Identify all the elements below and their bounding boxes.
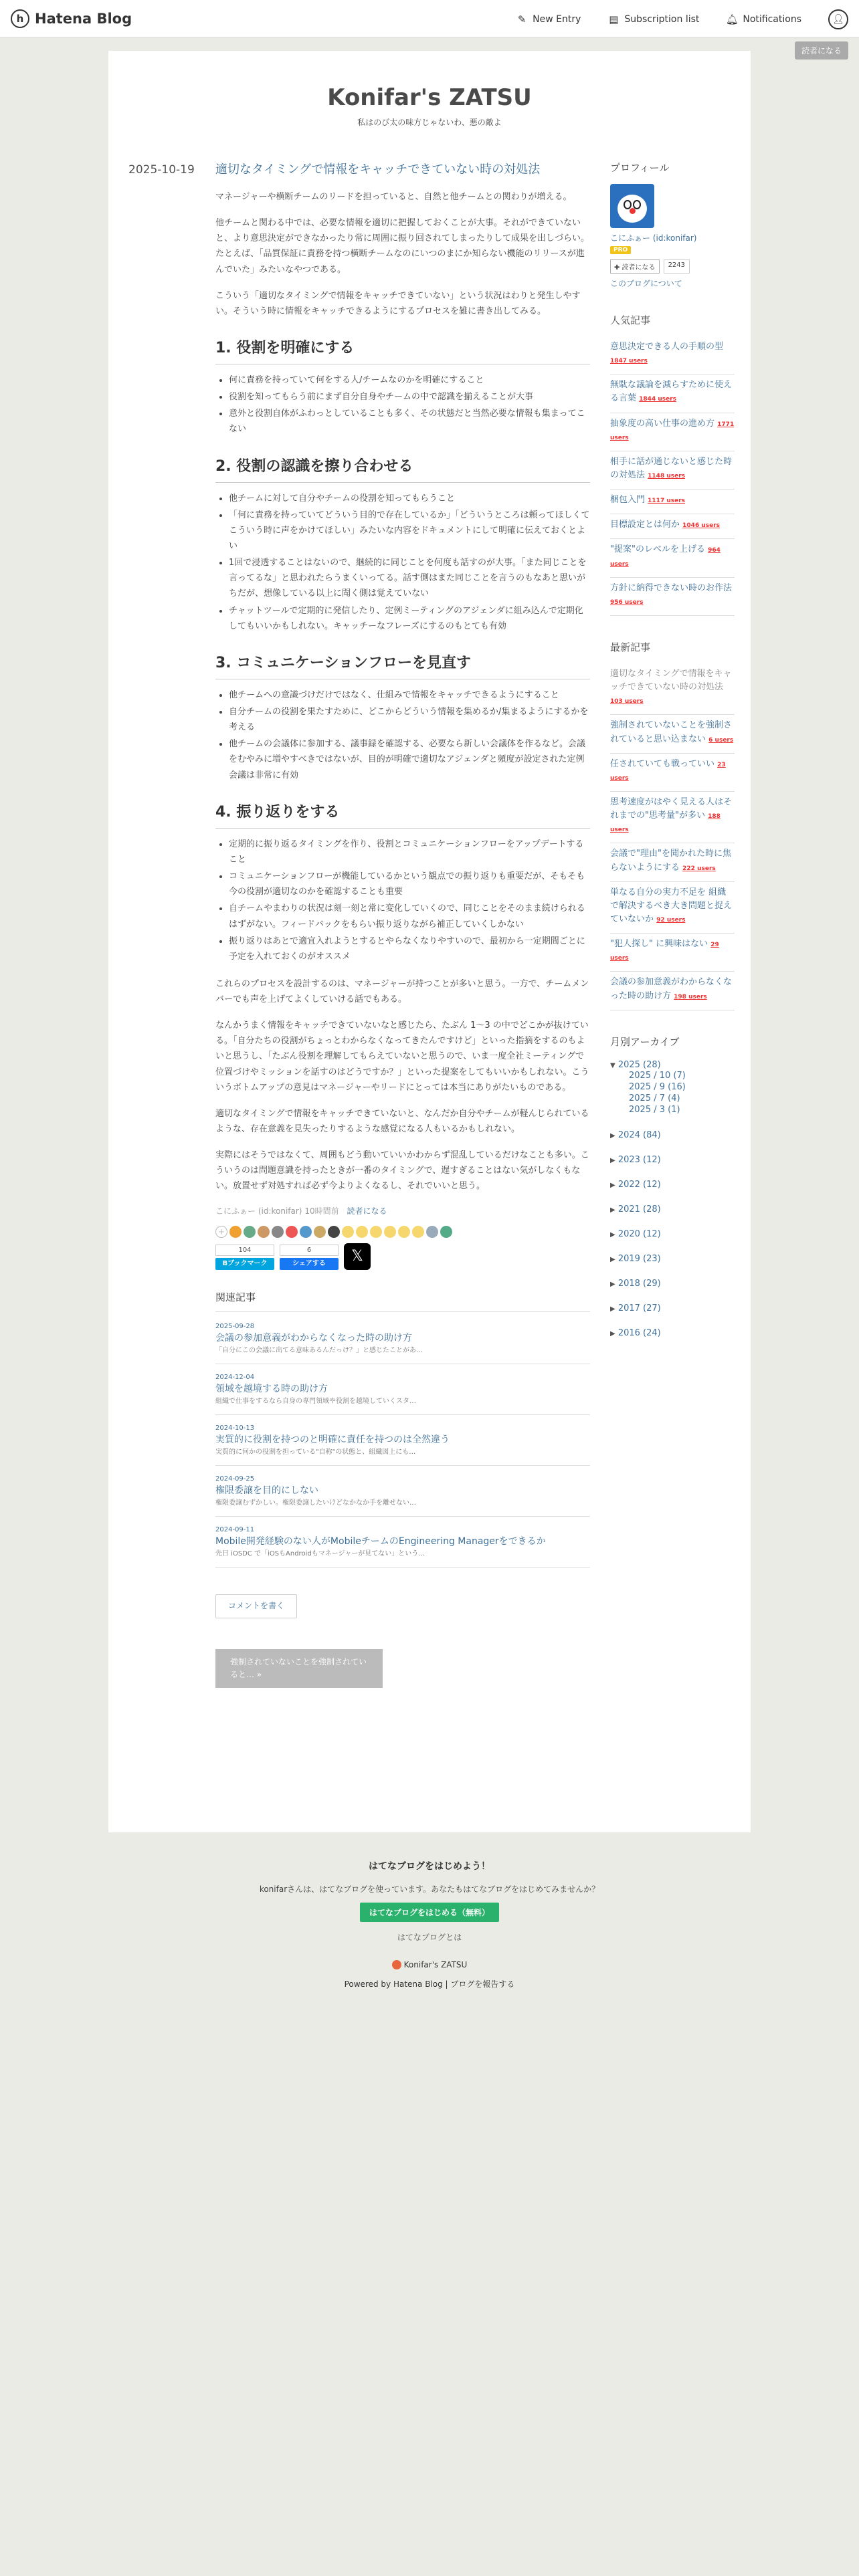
archive-month[interactable]: 2025 / 7 (4): [629, 1093, 680, 1103]
recent-heading: 最新記事: [610, 641, 651, 653]
star-user-icon[interactable]: [398, 1226, 410, 1238]
triangle-right-icon: ▶: [610, 1305, 615, 1313]
star-user-icon[interactable]: [272, 1226, 284, 1238]
popular-title: 梱包入門: [610, 495, 646, 506]
popular-item[interactable]: [610, 578, 735, 616]
archive-year[interactable]: [610, 1252, 735, 1266]
recent-item[interactable]: [610, 882, 735, 934]
archive-month[interactable]: 2025 / 9 (16): [629, 1081, 686, 1092]
notifications-link[interactable]: [726, 13, 801, 25]
author-link[interactable]: こにふぁー (id:konifar): [215, 1206, 302, 1216]
x-share-icon[interactable]: 𝕏: [344, 1243, 371, 1270]
section-heading: 4. 振り返りをする: [215, 799, 590, 829]
related-date: 2024-12-04: [215, 1374, 255, 1382]
paragraph: これらのプロセスを設計するのは、マネージャーが持つことが多いと思う。一方で、チームメンバーでも声を上げてよくしていける話でもある。: [215, 978, 589, 1004]
footer-blog-name: Konifar's ZATSU: [403, 1960, 468, 1969]
footer-blog-link[interactable]: [392, 1960, 468, 1969]
list-item: • 自分チームの役割を果たすために、どこからどういう情報を集めるか/集まるようにするかを考える: [229, 704, 590, 735]
archive-months: [610, 1070, 735, 1115]
users-badge[interactable]: 1844 users: [639, 396, 677, 403]
star-user-icon[interactable]: [412, 1226, 424, 1238]
archive-year[interactable]: [610, 1153, 735, 1167]
recent-title: 会議で"理由"を聞かれた時に焦らないようにする: [610, 849, 731, 873]
list-item: • 定期的に振り返るタイミングを作り、役割とコミュニケーションフローをアップデートすること: [229, 837, 590, 867]
recent-title: "犯人探し" に興味はない: [610, 939, 708, 950]
footer-message: konifarさんは、はてなブログを使っています。あなたもはてなブログをはじめてみませんか？: [259, 1885, 600, 1894]
user-icon[interactable]: 👤︎: [828, 9, 848, 29]
archive-year-label: 2020 (12): [617, 1228, 661, 1239]
related-item: [215, 1372, 590, 1415]
popular-item[interactable]: [610, 539, 735, 577]
related-title-link[interactable]: 権限委譲を目的にしない: [215, 1485, 318, 1497]
archive-year-label: 2021 (28): [617, 1204, 661, 1214]
recent-item[interactable]: [610, 934, 735, 972]
popular-title: 相手に話が通じないと感じた時の対処法: [610, 456, 733, 480]
related-snippet: 組織で仕事をするなら自身の専門領域や役割を越境していくスタ…: [215, 1398, 416, 1406]
users-badge[interactable]: 1046 users: [682, 522, 721, 530]
section-list: [229, 491, 590, 634]
recent-title: 適切なタイミングで情報をキャッチできていない時の対処法: [610, 668, 732, 693]
section-list: [229, 372, 590, 437]
section-heading: 2. 役割の認識を擦り合わせる: [215, 453, 590, 483]
list-item: • 自チームやまわりの状況は刻一刻と常に変化していくので、同じことをそのまま続けられるはずがない。フィードバックをもらい振り返りながら補正していくしかない: [229, 901, 590, 932]
paragraph: マネージャーや横断チームのリードを担っていると、自然と他チームとの関わりが増える。: [215, 192, 572, 202]
archive-month[interactable]: 2025 / 3 (1): [629, 1104, 680, 1115]
popular-title: 意思決定できる人の手順の型: [610, 342, 724, 352]
start-blog-button[interactable]: はてなブログをはじめる（無料）: [360, 1903, 499, 1922]
triangle-right-icon: ▶: [610, 1132, 615, 1140]
users-badge[interactable]: 198 users: [674, 993, 707, 1000]
users-badge[interactable]: 964 users: [610, 547, 721, 568]
paragraph: なんかうまく情報をキャッチできていないなと感じたら、たぶん 1〜3 の中でどこかが抜けている。「自分たちの役割がちょっとわからなくなってきたんですけど」といった指摘をするのもよいと思うし、「たぶん役割を理解してもらえていないと思うので、いま一度全社ミーティングで位置づけやミッションを話すのはどうですか？」といった提案をしてもいいかもしれない。こういうボトムアップの意見はマネージャーやリードにとっては本当にありがたいものである。: [215, 1021, 589, 1093]
entry-footer: [215, 1204, 590, 1218]
users-badge[interactable]: 29 users: [610, 942, 719, 962]
users-badge[interactable]: 1771 users: [610, 421, 735, 441]
hatena-blog-logo[interactable]: [11, 9, 132, 28]
triangle-right-icon: ▶: [610, 1230, 615, 1239]
triangle-right-icon: ▶: [610, 1255, 615, 1263]
list-item: • 何に責務を持っていて何をする人/チームなのかを明確にすること: [229, 372, 590, 388]
paragraph: 他チームと関わる中では、必要な情報を適切に把握しておくことが大事。それができていないと、より意思決定ができなかったり常に周囲に振り回されてしまったりして成果を出しづらい。たとえば、「品質保証に責務を持つ横断チームなのにいつのまにか知らない機能のリリースが進んでいた」みたいなやつである。: [215, 218, 590, 275]
avatar[interactable]: [610, 184, 654, 228]
facebook-share-button[interactable]: シェアする: [280, 1258, 339, 1270]
popular-title: "提案"のレベルを上げる: [610, 544, 705, 555]
blog-title[interactable]: Konifar's ZATSU: [327, 84, 532, 111]
popular-item[interactable]: [610, 413, 735, 451]
archive-year[interactable]: [610, 1202, 735, 1216]
related-item: [215, 1474, 590, 1517]
new-entry-link[interactable]: [516, 13, 581, 25]
list-item: • コミュニケーションフローが機能しているかという観点での振り返りも重要だが、そもそも今の役割が適切なのかを確認することも重要: [229, 869, 590, 899]
section-heading: 3. コミュニケーションフローを見直す: [215, 650, 590, 679]
users-badge[interactable]: 1148 users: [648, 472, 686, 479]
archive-year-label: 2024 (84): [617, 1130, 661, 1140]
list-item: • 他チームに対して自分やチームの役割を知ってもらうこと: [229, 491, 590, 506]
pro-badge: PRO: [610, 246, 631, 254]
archive-year[interactable]: [610, 1326, 735, 1340]
paragraph: 実際にはそうではなくて、周囲もどう動いていいかわからず混乱しているだけなことも多い。こういうのは問題意識を持ったときが一番のタイミングで、遅すぎることはない気がしなくもない。放置せず対処すれば必ず今よりよくなるし、それでいいと思う。: [215, 1150, 589, 1192]
subscription-icon: ▤: [609, 13, 619, 25]
profile-name[interactable]: こにふぁー (id:konifar): [610, 233, 697, 243]
related-item: [215, 1321, 590, 1364]
archive-year-label: 2019 (23): [617, 1253, 661, 1264]
facebook-share[interactable]: [280, 1245, 339, 1270]
add-star-icon[interactable]: +: [215, 1226, 227, 1238]
list-item: • 意外と役割自体がふわっとしていることも多く、その状態だと当然必要な情報も集まってこない: [229, 406, 590, 437]
blog-description: 私はのび太の味方じゃないわ、悪の敵よ: [357, 118, 502, 127]
archive-year[interactable]: [610, 1277, 735, 1291]
star-user-icon[interactable]: [286, 1226, 298, 1238]
users-badge[interactable]: 1847 users: [610, 358, 648, 365]
triangle-right-icon: ▶: [610, 1329, 615, 1337]
recent-item[interactable]: [610, 663, 735, 715]
hatena-bookmark-button[interactable]: Bブックマーク: [215, 1258, 274, 1270]
archive-year[interactable]: [610, 1301, 735, 1315]
triangle-right-icon: ▶: [610, 1181, 615, 1189]
users-badge[interactable]: 103 users: [610, 698, 644, 706]
triangle-down-icon: ▼: [610, 1061, 615, 1069]
star-user-icon[interactable]: [328, 1226, 340, 1238]
recent-title: 任されていても戦っていい: [610, 758, 715, 769]
star-user-icon[interactable]: [440, 1226, 452, 1238]
archive-year-label: 2017 (27): [617, 1303, 661, 1313]
popular-item[interactable]: [610, 374, 735, 413]
list-item: • 振り返りはあとで適宜入れようとするとやらなくなりやすいので、最初から一定期間ごとに予定を入れておくのがオススメ: [229, 934, 590, 964]
popular-item[interactable]: [610, 490, 735, 514]
related-list: [215, 1321, 590, 1568]
star-user-icon[interactable]: [244, 1226, 256, 1238]
related-title-link[interactable]: 実質的に役割を持つのと明確に責任を持つのは全然違う: [215, 1434, 450, 1446]
entry-title[interactable]: 適切なタイミングで情報をキャッチできていない時の対処法: [215, 163, 541, 177]
about-hatena-blog-link[interactable]: はてなブログとは: [397, 1933, 462, 1942]
global-header: [0, 0, 859, 37]
facebook-share-count: 6: [280, 1245, 339, 1256]
related-date: 2024-10-13: [215, 1424, 255, 1432]
list-item: • 役割を知ってもらう前にまず自分自身やチームの中で認識を揃えることが大事: [229, 389, 590, 405]
write-comment-button[interactable]: コメントを書く: [215, 1594, 297, 1618]
star-user-icon[interactable]: [314, 1226, 326, 1238]
archive-month[interactable]: 2025 / 10 (7): [629, 1070, 686, 1081]
list-item: • 1回で浸透することはないので、継続的に同じことを何度も話すのが大事。「また同じことを言ってるな」と思われたらうまくいってる。話す側はまた同じことを言うのもなあと思いがちだが、想像している以上に聞く側は覚えていない: [229, 555, 590, 601]
related-snippet: 権限委譲むずかしい。権限委譲したいけどなかなか手を離せない…: [215, 1499, 416, 1507]
recent-title: 強制されていないことを強制されていると思い込まない: [610, 720, 733, 744]
triangle-right-icon: ▶: [610, 1280, 615, 1288]
popular-title: 目標設定とは何か: [610, 520, 680, 530]
page-footer: [0, 1859, 859, 1990]
paragraph: 適切なタイミングで情報をキャッチできていないと、なんだか自分やチームが軽んじられているような、存在意義を見失ったりするような感覚になる人もいるかもしれない。: [215, 1108, 589, 1134]
new-entry-label: New Entry: [533, 14, 581, 25]
popular-heading: 人気記事: [610, 314, 651, 326]
powered-by[interactable]: Powered by Hatena Blog | ブログを報告する: [344, 1979, 515, 1989]
archive-year[interactable]: [610, 1128, 735, 1142]
next-entry-pager[interactable]: 強制されていないことを強制されていると… »: [215, 1649, 383, 1688]
brand-name: Hatena Blog: [35, 11, 132, 27]
recent-list: [610, 663, 735, 1010]
related-title-link[interactable]: 会議の参加意義がわからなくなった時の助け方: [215, 1333, 412, 1344]
blog-favicon-icon: [392, 1960, 401, 1969]
entry-date[interactable]: 2025-10-19: [128, 163, 195, 177]
star-user-icon[interactable]: [300, 1226, 312, 1238]
list-item: • 「何に責務を持っていてどういう目的で存在しているか」「どういうところは頼ってほしくてこういう時に声をかけてほしい」みたいな内容をドキュメントにして明確に伝えておくとよい: [229, 508, 590, 554]
related-title-link[interactable]: 領域を越境する時の助け方: [215, 1384, 328, 1395]
recent-title: 会議の参加意義がわからなくなった時の助け方: [610, 977, 733, 1001]
related-item: [215, 1525, 590, 1568]
recent-item[interactable]: [610, 792, 735, 843]
recent-item[interactable]: [610, 843, 735, 881]
recent-item[interactable]: [610, 715, 735, 753]
star-user-icon[interactable]: [356, 1226, 368, 1238]
archive-year-open[interactable]: [610, 1058, 735, 1117]
star-user-icon[interactable]: [342, 1226, 354, 1238]
entry-time[interactable]: 10時間前: [304, 1206, 339, 1216]
star-user-icon[interactable]: [258, 1226, 270, 1238]
popular-item[interactable]: [610, 336, 735, 374]
new-entry-icon: ✎: [517, 13, 527, 25]
users-badge[interactable]: 222 users: [682, 865, 716, 872]
star-user-icon[interactable]: [426, 1226, 438, 1238]
star-user-icon[interactable]: [229, 1226, 242, 1238]
paragraph: こういう「適切なタイミングで情報をキャッチできていない」という状況はわりと発生しやすい。そういう時に情報をキャッチできるようにするプロセスを雑に書き出してみる。: [215, 290, 581, 316]
archive-year-label: 2018 (29): [617, 1278, 661, 1289]
users-badge[interactable]: 23 users: [610, 761, 726, 782]
hatena-logo-icon: h: [11, 9, 29, 28]
archive-year-label: 2025 (28): [617, 1059, 661, 1070]
hatena-bookmark-share[interactable]: [215, 1245, 274, 1270]
popular-title: 無駄な議論を減らすために使える言葉: [610, 380, 733, 404]
profile-heading: プロフィール: [610, 162, 670, 174]
archive-year[interactable]: [610, 1178, 735, 1192]
archive-list: [610, 1058, 735, 1340]
users-badge[interactable]: 956 users: [610, 599, 644, 606]
popular-item[interactable]: [610, 514, 735, 539]
recent-item[interactable]: [610, 972, 735, 1010]
blog-main: [108, 51, 751, 1832]
subscribe-link[interactable]: 読者になる: [347, 1206, 387, 1216]
list-item: • チャットツールで定期的に発信したり、定例ミーティングのアジェンダに組み込んで定期化してもいいかもしれない。キャッチーなフレーズにするのもとても有効: [229, 603, 590, 634]
global-nav: [516, 9, 848, 29]
notifications-label: Notifications: [743, 14, 801, 25]
about-blog-link[interactable]: このブログについて: [610, 279, 682, 288]
related-date: 2025-09-28: [215, 1323, 255, 1331]
related-date: 2024-09-25: [215, 1475, 255, 1483]
related-snippet: 先日 iOSDC で「iOSもAndroidもマネージャーが見てない」という…: [215, 1550, 425, 1558]
users-badge[interactable]: 6 users: [708, 736, 734, 744]
subscription-label: Subscription list: [624, 14, 700, 25]
hatena-star-row: [215, 1226, 590, 1238]
related-heading: 関連記事: [215, 1289, 590, 1313]
related-snippet: 「自分にこの会議に出てる意味あるんだっけ？」と感じたことがあ…: [215, 1347, 423, 1355]
triangle-right-icon: ▶: [610, 1206, 615, 1214]
related-item: [215, 1423, 590, 1466]
recent-item[interactable]: [610, 754, 735, 792]
users-badge[interactable]: 1117 users: [648, 498, 686, 505]
archive-year-label: 2016 (24): [617, 1327, 661, 1338]
archive-year-label: 2022 (12): [617, 1179, 661, 1190]
archive-year-label: 2023 (12): [617, 1154, 661, 1165]
entry-content: [215, 160, 590, 1688]
bell-icon: 🔔︎: [725, 13, 739, 25]
star-user-icon[interactable]: [370, 1226, 382, 1238]
users-badge[interactable]: 188 users: [610, 813, 721, 834]
related-snippet: 実質的に何かの役割を担っている"自称"の状態と、組織図上にも…: [215, 1448, 416, 1457]
share-buttons: [215, 1243, 590, 1270]
subscription-list-link[interactable]: [607, 13, 699, 25]
subscribe-widget: [610, 259, 735, 274]
related-date: 2024-09-11: [215, 1526, 255, 1534]
archive-year[interactable]: [610, 1227, 735, 1241]
avatar-nose: [630, 208, 636, 214]
popular-item[interactable]: [610, 451, 735, 490]
popular-list: [610, 336, 735, 616]
sidebar-subscribe-button[interactable]: ✚ 読者になる: [610, 259, 660, 274]
subscribe-floating-button[interactable]: 読者になる: [795, 41, 848, 60]
subscriber-count: 2243: [664, 259, 690, 274]
triangle-right-icon: ▶: [610, 1156, 615, 1164]
star-user-icon[interactable]: [384, 1226, 396, 1238]
hatena-bookmark-count: 104: [215, 1245, 274, 1256]
recent-title: 思考速度がはやく見える人はそれまでの"思考量"が多い: [610, 796, 733, 821]
footer-title: はてなブログをはじめよう！: [369, 1861, 490, 1872]
list-item: • 他チームへの意識づけだけではなく、仕組みで情報をキャッチできるようにすること: [229, 687, 590, 703]
popular-title: 方針に納得できない時のお作法: [610, 582, 733, 593]
recent-title: 単なる自分の実力不足を 組織で解決するべき大き問題と捉えていないか: [610, 887, 733, 924]
section-heading: 1. 役割を明確にする: [215, 335, 590, 364]
users-badge[interactable]: 92 users: [656, 916, 686, 924]
sidebar: [610, 160, 735, 1340]
related-title-link[interactable]: Mobile開発経験のない人がMobileチームのEngineering Managerをできるか: [215, 1536, 546, 1547]
section-list: [229, 687, 590, 783]
popular-title: 抽象度の高い仕事の進め方: [610, 418, 715, 429]
archive-heading: 月別アーカイブ: [610, 1035, 680, 1048]
list-item: • 他チームの会議体に参加する、議事録を確認する、必要なら新しい会議体を作るなど。会議をむやみに増やすべきではないが、目的が明確で適切なアジェンダと頻度が設定された定例会議は非常に有効: [229, 736, 590, 782]
section-list: [229, 837, 590, 964]
